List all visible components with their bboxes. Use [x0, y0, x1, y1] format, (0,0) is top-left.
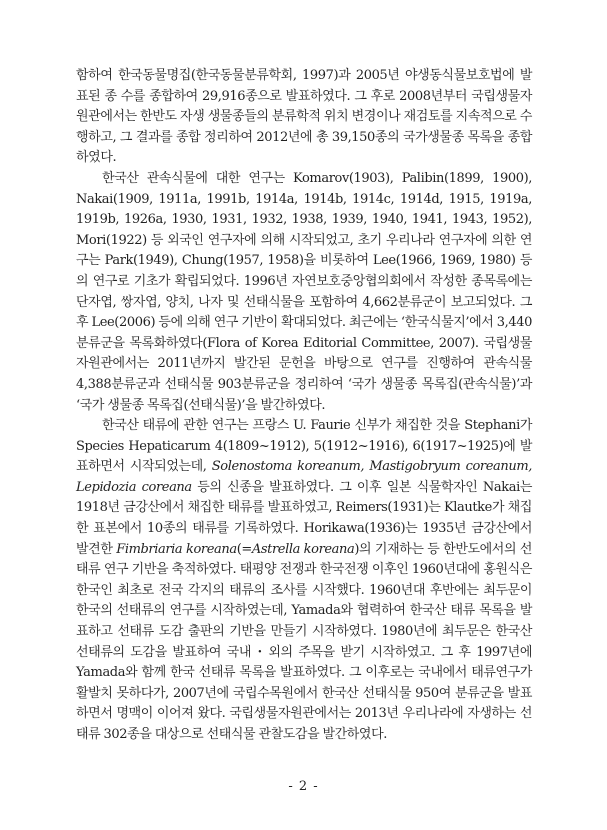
scientific-name: Solenostoma koreanum, Mastigobryum coreanum, Lepidozia coreana — [76, 459, 532, 495]
scientific-name: Fimbriaria koreana — [116, 541, 237, 557]
text-run: )의 기재하는 등 한반도에서의 선태류 연구 기반을 축적하였다. 태평양 전쟁과 한국전쟁 이후인 1960년대에 홍원식은 한국인 최초로 전국 각지의 태류의 조사를 시작했다. 1960년대 후반에는 최두문이 한국의 선태류의 연구를 시작하였는데, Yamada와 협력하여 한국산 태류 목록을 발표하고 선태류 도감 출판의 기반을 만들기 시작하였다. 1980년에 최두문은 한국산 선태류의 도감을 발표하여 국내・외의 주목을 받기 시작하였고. 그 후 1997년에 Yamada와 함께 한국 선태류 목록을 발표하였다. 그 이후로는 국내에서 태류연구가 활발치 못하다가, 2007년에 국립수목원에서 한국산 선태식물 950여 분류군을 발표하면서 명맥이 이어져 왔다. 국립생물자원관에서는 2013년 우리나라에 자생하는 선태류 302종을 대상으로 선태식물 관찰도감을 발간하였다. — [76, 541, 532, 742]
text-run: 등의 신종을 발표하였다. 그 이후 일본 식물학자인 Nakai는 1918년 금강산에서 채집한 태류를 발표하였고, Reimers(1931)는 Klautke가 채집한 표본에서 10종의 태류를 기록하였다. Horikawa(1936)는 1935년 금강산에서 발견한 — [76, 479, 533, 557]
scientific-name: Astrella koreana — [251, 541, 355, 557]
text-run: (= — [236, 541, 252, 557]
paragraph-liverworts — [76, 416, 532, 746]
paragraph-intro — [76, 66, 532, 169]
paragraph-vascular-plants — [76, 169, 532, 416]
text-run: 한국산 태류에 관한 연구는 프랑스 U. Faurie 신부가 채집한 것을 Stephani가 Species Hepaticarum 4(1809~1912), 5(1912~1916), 6(1917~1925)에 발표하면서 시작되었는데, — [76, 418, 532, 475]
page-number: - 2 - — [288, 779, 319, 794]
body-text — [76, 66, 532, 746]
text-run: 함하여 한국동물명집(한국동물분류학회, 1997)과 2005년 야생동식물보호법에 발표된 종 수를 종합하여 29,916종으로 발표하였다. 그 후로 2008년부터 국립생물자원관에서는 한반도 자생 생물종들의 분류학적 위치 변경이나 재검토를 지속적으로 수행하고, 그 결과를 종합 정리하여 2012년에 총 39,150종의 국가생물종 목록을 종합하였다. — [76, 68, 532, 166]
text-run: 한국산 관속식물에 대한 연구는 Komarov(1903), Palibin(1899, 1900), Nakai(1909, 1911a, 1991b, 1914a, 1914b, 1914c, 1914d, 1915, 1919a, 1919b, 1926a, 1930, 1931, 1932, 1938, 1939, 1940, 1941, 1943, 1952), Mori(1922) 등 외국인 연구자에 의해 시작되었고, 초기 우리나라 연구자에 의한 연구는 Park(1949), Chung(1957, 1958)을 비롯하여 Lee(1966, 1969, 1980) 등의 연구로 기초가 확립되었다. 1996년 자연보호중앙협의회에서 작성한 종목록에는 단자엽, 쌍자엽, 양치, 나자 및 선태식물을 포함하여 4,662분류군이 보고되었다. 그 후 Lee(2006) 등에 의해 연구 기반이 확대되었다. 최근에는 ‘한국식물지’에서 3,440분류군을 목록화하였다(Flora of Korea Editorial Committee, 2007). 국립생물자원관에서는 2011년까지 발간된 문헌을 바탕으로 연구를 진행하여 관속식물 4,388분류군과 선태식물 903분류군을 정리하여 ‘국가 생물종 목록집(관속식물)’과 ‘국가 생물종 목록집(선태식물)’을 발간하였다. — [76, 170, 532, 413]
